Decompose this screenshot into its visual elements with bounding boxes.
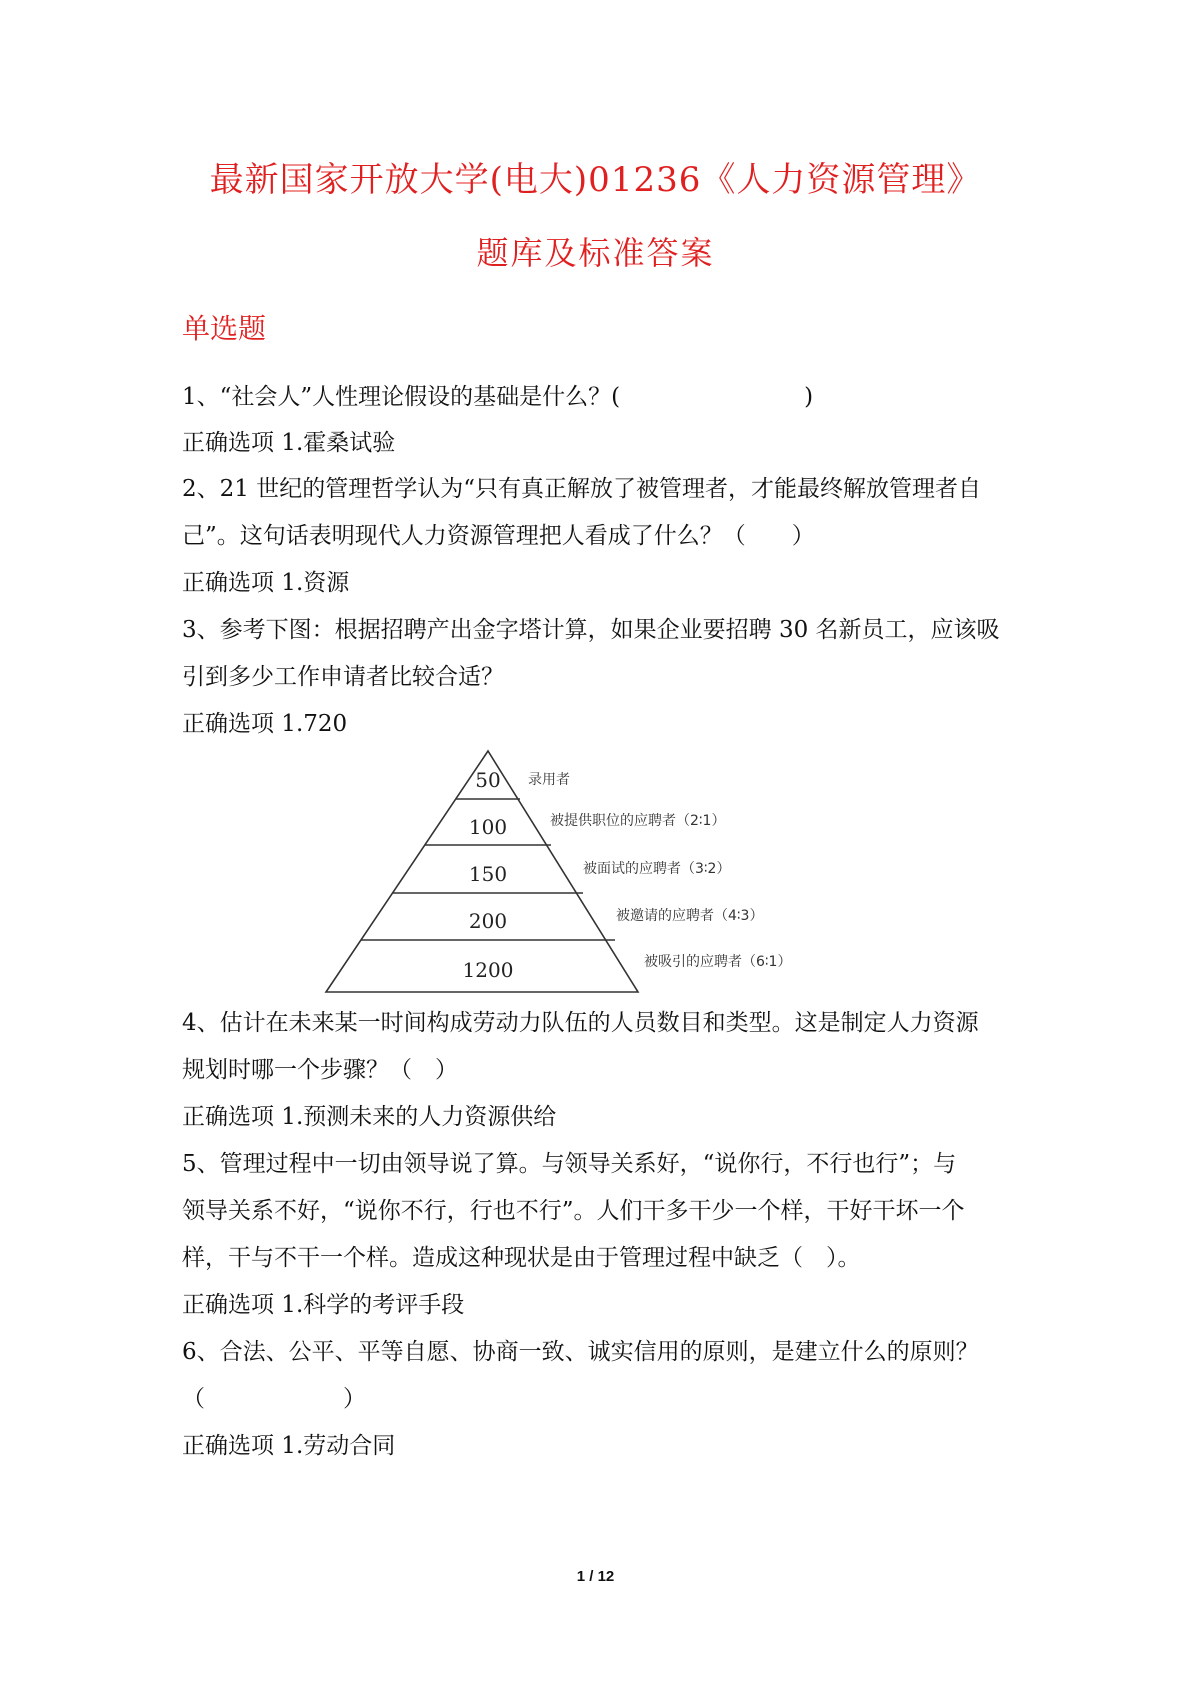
question-1-text: 1、“社会人”人性理论假设的基础是什么？( )	[182, 384, 814, 410]
pyramid-label-4: 被邀请的应聘者（4∶3）	[616, 908, 764, 924]
document-title: 最新国家开放大学(电大)01236《人力资源管理》	[209, 160, 982, 200]
question-4-text: 4、估计在未来某一时间构成劳动力队伍的人员数目和类型。这是制定人力资源	[182, 1010, 979, 1036]
question-4-answer: 正确选项 1.预测未来的人力资源供给	[182, 1104, 557, 1130]
pyramid-label-5: 被吸引的应聘者（6∶1）	[644, 954, 792, 970]
pyramid-value-3: 150	[468, 862, 508, 886]
question-4-text-cont: 规划时哪一个步骤？（ ）	[182, 1057, 458, 1083]
question-3-answer: 正确选项 1.720	[182, 711, 348, 737]
pyramid-label-3: 被面试的应聘者（3∶2）	[583, 861, 731, 877]
document-subtitle: 题库及标准答案	[476, 234, 715, 272]
question-2-answer: 正确选项 1.资源	[182, 570, 350, 596]
question-3-text: 3、参考下图：根据招聘产出金字塔计算，如果企业要招聘 30 名新员工，应该吸	[182, 617, 1000, 643]
question-3-text-cont: 引到多少工作申请者比较合适？	[182, 664, 504, 690]
question-6-text-cont: （ ）	[182, 1386, 366, 1412]
question-2-text-cont: 己”。这句话表明现代人力资源管理把人看成了什么？（ ）	[182, 523, 815, 549]
pyramid-value-2: 100	[468, 815, 508, 839]
question-6-answer: 正确选项 1.劳动合同	[182, 1433, 396, 1459]
pyramid-label-2: 被提供职位的应聘者（2∶1）	[550, 813, 726, 829]
recruitment-pyramid	[318, 747, 848, 997]
pyramid-value-1: 50	[475, 768, 501, 792]
section-heading: 单选题	[182, 312, 267, 345]
question-2-text: 2、21 世纪的管理哲学认为“只有真正解放了被管理者，才能最终解放管理者自	[182, 476, 981, 502]
question-5-text-cont: 样，干与不干一个样。造成这种现状是由于管理过程中缺乏（ ）。	[182, 1245, 861, 1271]
question-5-text-cont: 领导关系不好，“说你不行，行也不行”。人们干多干少一个样，干好干坏一个	[182, 1198, 965, 1224]
pyramid-value-4: 200	[468, 909, 508, 933]
page-number: 1 / 12	[576, 1568, 615, 1585]
pyramid-label-1: 录用者	[528, 772, 570, 788]
pyramid-value-5: 1200	[462, 958, 514, 982]
question-5-answer: 正确选项 1.科学的考评手段	[182, 1292, 465, 1318]
question-6-text: 6、合法、公平、平等自愿、协商一致、诚实信用的原则，是建立什么的原则？	[182, 1339, 979, 1365]
question-1-answer: 正确选项 1.霍桑试验	[182, 430, 396, 456]
question-5-text: 5、管理过程中一切由领导说了算。与领导关系好，“说你行，不行也行”；与	[182, 1151, 957, 1177]
